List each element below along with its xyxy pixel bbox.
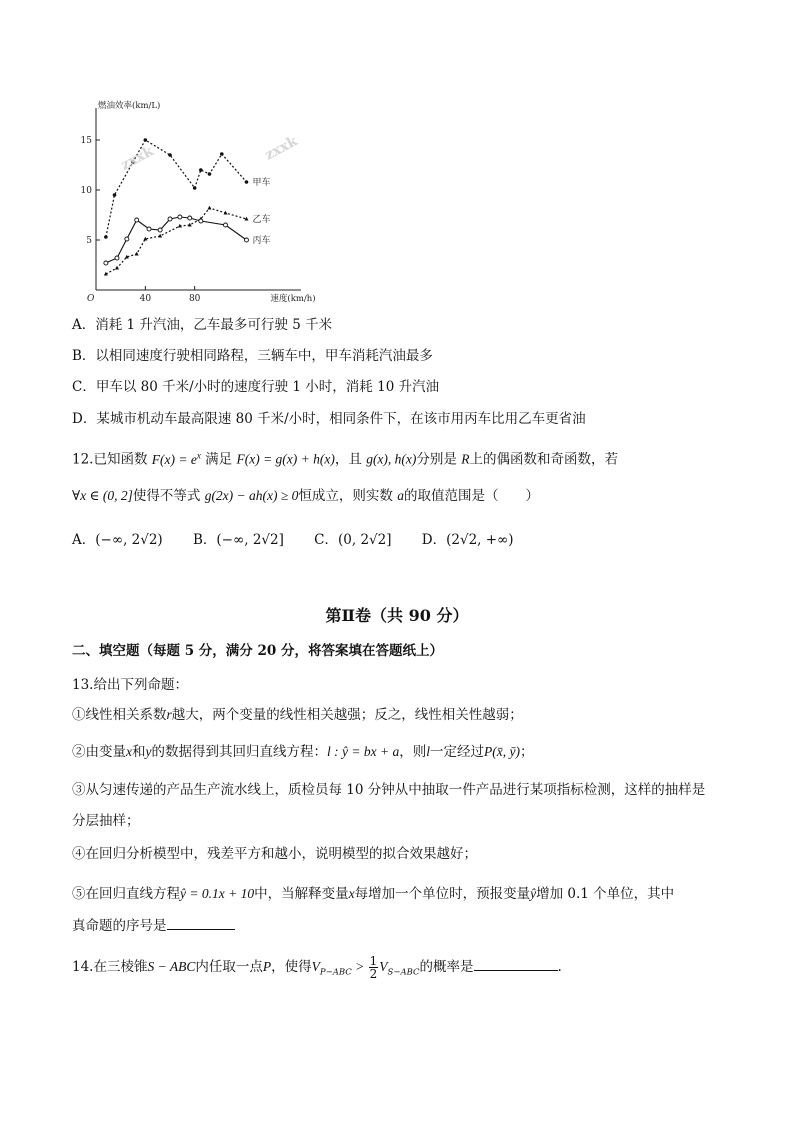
part-2-heading: 二、填空题（每题 5 分，满分 20 分，将答案填在答题纸上） — [72, 643, 443, 659]
q13-formula: ŷ = 0.1x + 10 — [180, 886, 255, 901]
q14-formula: S − ABC — [147, 959, 196, 974]
q12-formula: g(2x) − ah(x) ≥ 0 — [204, 488, 299, 503]
series-point — [207, 206, 211, 210]
q13-text: ①线性相关系数 — [72, 707, 167, 723]
series-point — [199, 168, 203, 172]
chart-label-layer — [81, 100, 316, 304]
q12-formula-base: F(x) = e — [151, 451, 197, 467]
q12-formula: a — [397, 488, 404, 503]
series-point — [113, 193, 117, 197]
q14-line — [72, 955, 562, 982]
series-point — [168, 153, 172, 157]
y-tick-label: 5 — [86, 236, 92, 246]
x-tick-label: 80 — [188, 294, 201, 304]
q13-proposition-2 — [72, 743, 533, 761]
series-point — [144, 138, 148, 142]
section-2-title: 第Ⅱ卷（共 90 分） — [325, 606, 469, 625]
q13-text: 的数据得到其回归直线方程： — [151, 744, 327, 760]
q14-formula: V — [379, 959, 388, 974]
q12-line-1 — [72, 446, 618, 469]
q13-text: 和 — [132, 744, 146, 760]
q13-formula: x — [348, 886, 355, 901]
series-point — [208, 172, 212, 176]
q13-proposition-3-line-2: 分层抽样； — [72, 813, 140, 829]
series-point — [168, 217, 172, 221]
series-point — [125, 237, 129, 241]
series-point — [158, 228, 162, 232]
series-point — [245, 180, 249, 184]
fuel-efficiency-chart — [82, 100, 322, 305]
series-point — [224, 223, 228, 227]
q13-formula: y — [145, 744, 152, 759]
watermark-text: zxxk — [118, 143, 157, 174]
series-point — [220, 152, 224, 156]
q13-answer-blank[interactable] — [167, 917, 235, 930]
q11-option-c: C．甲车以 80 千米/小时的速度行驶 1 小时，消耗 10 升汽油 — [72, 379, 440, 395]
q12-formula: R — [461, 451, 470, 467]
q13-text: 一定经过 — [429, 744, 484, 760]
q11-option-b: B．以相同速度行驶相同路程，三辆车中，甲车消耗汽油最多 — [72, 348, 433, 364]
q12-formula-exponent: x — [196, 450, 201, 460]
q13-formula: P(x̄, ȳ) — [483, 744, 520, 759]
series-label: 乙车 — [252, 215, 271, 225]
q13-text: 真命题的序号是 — [72, 918, 167, 934]
q12-options — [72, 531, 540, 549]
q13-text: 每增加一个单位时，预报变量 — [354, 886, 531, 902]
chart-axes — [96, 108, 301, 290]
q12-text: 分别是 — [416, 451, 457, 468]
q13-text: ②由变量 — [72, 744, 126, 760]
q12-text: 上的偶函数和奇函数，若 — [469, 451, 618, 468]
q12-text: 使得不等式 — [132, 488, 201, 504]
origin-label: O — [87, 294, 95, 304]
q13-formula: ŷ — [530, 886, 537, 901]
series-point — [135, 252, 139, 256]
q13-text: 增加 0.1 个单位，其中 — [536, 886, 675, 902]
q14-formula: V — [311, 959, 320, 974]
q12-text: 12.已知函数 — [72, 451, 148, 468]
q13-text: ，则 — [399, 744, 427, 760]
q14-formula: P — [262, 959, 272, 974]
y-tick-label: 10 — [80, 186, 92, 196]
series-point — [158, 234, 162, 238]
series-point — [178, 215, 182, 219]
q12-formula: ∀x ∈ (0, 2] — [72, 488, 133, 503]
series-label: 丙车 — [252, 236, 271, 246]
q13-formula: l — [426, 744, 430, 759]
q13-text: ⑤在回归直线方程 — [72, 886, 180, 902]
series-point — [115, 266, 119, 270]
q14-formula: > — [351, 959, 368, 974]
q13-text: 中，当解释变量 — [254, 886, 349, 902]
q13-formula: x — [126, 744, 132, 759]
series-point — [135, 218, 139, 222]
watermark-text: zxxk — [262, 133, 301, 164]
q12-text: ，且 — [334, 451, 362, 468]
series-label: 甲车 — [252, 178, 271, 188]
q14-fraction-denominator: 2 — [369, 967, 378, 981]
q11-option-d: D．某城市机动车最高限速 80 千米/小时，相同条件下，在该市用丙车比用乙车更省油 — [72, 411, 586, 427]
q12-option-a: A．(−∞, 2√2) — [72, 532, 163, 548]
q13-formula: r — [166, 707, 172, 722]
q13-text: 越大，两个变量的线性相关越强；反之，线性相关性越弱； — [171, 707, 523, 723]
q11-option-a: A．消耗 1 升汽油，乙车最多可行驶 5 千米 — [72, 317, 333, 333]
series-point — [104, 235, 108, 239]
q14-fraction-numerator: 1 — [369, 954, 378, 968]
q13-intro: 13.给出下列命题： — [72, 677, 188, 693]
q12-option-c: C．(0, 2√2] — [314, 532, 392, 548]
q14-text: 14.在三棱锥 — [72, 959, 148, 975]
q14-subscript: P−ABC — [319, 967, 352, 978]
q12-text: 的取值范围是（ ） — [403, 488, 539, 504]
y-tick-label: 15 — [80, 136, 92, 146]
q12-option-b: B．(−∞, 2√2] — [193, 532, 284, 548]
q12-option-d: D．(2√2, +∞) — [421, 532, 514, 548]
q14-text: 的概率是 — [419, 959, 474, 975]
q14-answer-blank[interactable] — [474, 958, 558, 971]
q14-text: 内任取一点 — [195, 959, 263, 975]
q12-formula: F(x) = g(x) + h(x) — [236, 451, 335, 467]
q13-proposition-3-line-1: ③从匀速传递的产品生产流水线上，质检员每 10 分钟从中抽取一件产品进行某项指标检测，这样的抽样是 — [72, 782, 706, 798]
series-point — [188, 216, 192, 220]
q12-formula: g(x), h(x) — [366, 451, 417, 467]
x-axis-label: 速度(km/h) — [270, 294, 316, 304]
q13-text: ； — [519, 744, 534, 760]
q14-text: . — [557, 959, 562, 975]
series-point — [104, 261, 108, 265]
x-tick-label: 40 — [139, 294, 152, 304]
series-point — [199, 219, 203, 223]
q13-proposition-4: ④在回归分析模型中，残差平方和越小，说明模型的拟合效果越好； — [72, 846, 477, 862]
q13-proposition-1 — [72, 706, 523, 724]
series-point — [115, 256, 119, 260]
y-axis-label: 燃油效率(km/L) — [98, 101, 161, 111]
series-point — [193, 186, 197, 190]
q13-formula: l : ŷ = bx + a — [327, 744, 400, 759]
q12-formula — [152, 452, 201, 467]
q12-line-2 — [72, 487, 539, 505]
q14-subscript: S−ABC — [387, 967, 420, 978]
q13-proposition-5 — [72, 885, 674, 903]
q12-text: 恒成立，则实数 — [298, 488, 393, 504]
chart-svg — [82, 100, 322, 305]
series-point — [244, 238, 248, 242]
q14-text: ，使得 — [271, 959, 312, 975]
series-point — [147, 227, 151, 231]
q12-text: 满足 — [205, 451, 233, 468]
q13-answer-line — [72, 917, 235, 935]
q14-fraction — [369, 955, 379, 980]
